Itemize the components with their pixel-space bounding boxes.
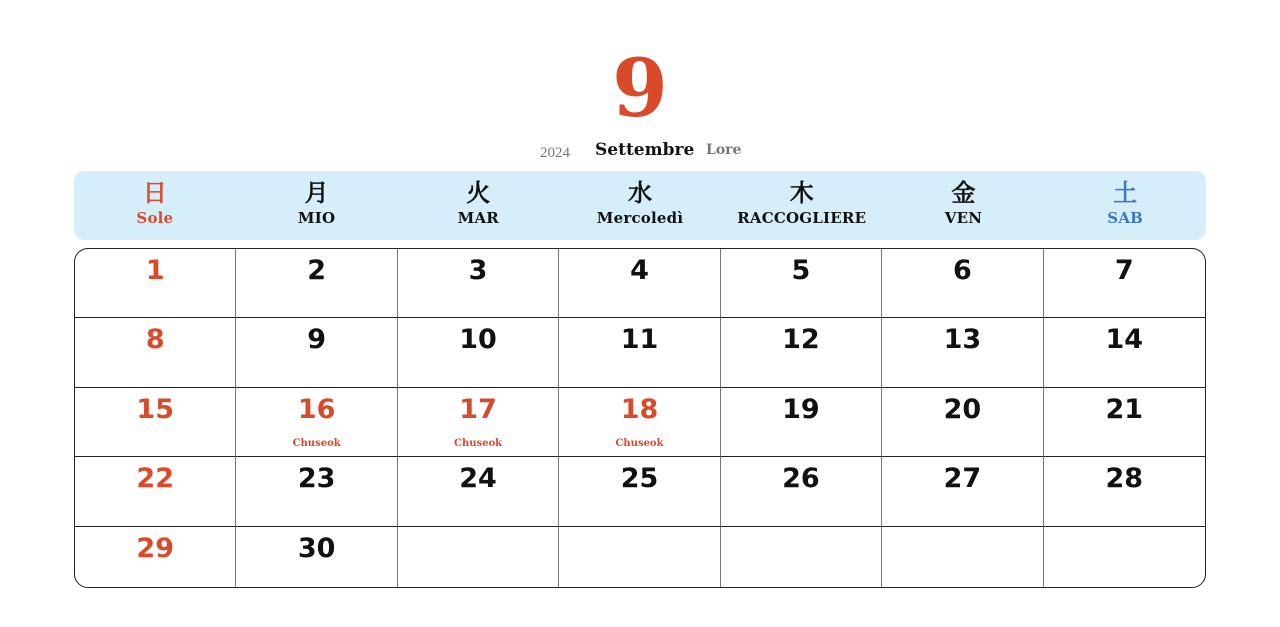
calendar-day-cell xyxy=(398,527,559,587)
calendar-day-cell[interactable] xyxy=(398,388,559,457)
day-number: 17 xyxy=(459,394,497,425)
calendar-day-cell[interactable] xyxy=(721,249,882,318)
weekday-kanji: 日 xyxy=(142,178,167,207)
day-number: 9 xyxy=(307,324,327,355)
month-name: Settembre xyxy=(595,140,695,160)
calendar-day-cell[interactable] xyxy=(1044,388,1205,457)
calendar-day-cell[interactable] xyxy=(721,457,882,527)
day-number: 29 xyxy=(136,533,174,564)
day-number: 8 xyxy=(145,324,165,355)
day-number xyxy=(1044,527,1205,532)
weekday-label: MAR xyxy=(457,209,499,227)
holiday-label: Chuseok xyxy=(292,438,341,449)
weekday-label: VEN xyxy=(944,209,983,227)
calendar-day-cell[interactable] xyxy=(882,249,1043,318)
month-number: 9 xyxy=(612,41,668,135)
calendar-day-cell[interactable] xyxy=(882,318,1043,388)
calendar-day-cell[interactable] xyxy=(882,388,1043,457)
day-number: 7 xyxy=(1114,255,1134,286)
calendar-day-cell[interactable] xyxy=(236,388,397,457)
weekday-label: Mercoledì xyxy=(596,209,684,227)
day-number: 18 xyxy=(620,394,659,425)
calendar-day-cell[interactable] xyxy=(721,318,882,388)
weekday-header-cell xyxy=(236,171,398,240)
holiday-label: Chuseok xyxy=(454,438,503,449)
day-number: 20 xyxy=(943,394,982,425)
day-number: 11 xyxy=(620,324,659,355)
weekday-kanji: 土 xyxy=(1113,178,1138,207)
calendar-day-cell[interactable] xyxy=(75,388,236,457)
calendar-day-cell xyxy=(1044,527,1205,587)
weekday-label: SAB xyxy=(1107,209,1144,227)
day-number: 25 xyxy=(620,463,659,494)
calendar-grid xyxy=(74,248,1206,588)
weekday-label: Sole xyxy=(136,209,174,227)
day-number xyxy=(398,527,558,532)
day-number: 3 xyxy=(468,255,488,286)
weekday-header-cell xyxy=(397,171,559,240)
calendar-day-cell xyxy=(721,527,882,587)
calendar-day-cell[interactable] xyxy=(559,388,720,457)
day-number: 10 xyxy=(459,324,497,355)
day-number: 13 xyxy=(943,324,982,355)
day-number: 4 xyxy=(630,255,649,286)
calendar-day-cell[interactable] xyxy=(236,249,397,318)
weekday-header-cell xyxy=(559,171,721,240)
calendar-day-cell[interactable] xyxy=(882,457,1043,527)
day-number: 15 xyxy=(136,394,174,425)
calendar-day-cell[interactable] xyxy=(1044,318,1205,388)
day-number: 26 xyxy=(782,463,820,494)
day-number: 27 xyxy=(943,463,982,494)
extra-label: Lore xyxy=(706,142,742,158)
day-number xyxy=(559,527,719,532)
weekday-kanji: 月 xyxy=(304,178,329,207)
day-number: 6 xyxy=(952,255,972,286)
calendar-day-cell[interactable] xyxy=(236,527,397,587)
month-subtitle xyxy=(0,138,1280,162)
weekday-kanji: 火 xyxy=(466,178,491,207)
calendar-day-cell[interactable] xyxy=(236,457,397,527)
calendar-day-cell[interactable] xyxy=(398,249,559,318)
calendar-day-cell[interactable] xyxy=(398,318,559,388)
day-number: 1 xyxy=(145,255,165,286)
weekday-kanji: 水 xyxy=(628,178,653,207)
day-number: 19 xyxy=(782,394,820,425)
day-number xyxy=(721,527,881,532)
day-number: 28 xyxy=(1105,463,1144,494)
calendar-day-cell[interactable] xyxy=(559,457,720,527)
weekday-label: MIO xyxy=(297,209,336,227)
weekday-header-cell xyxy=(883,171,1045,240)
weekday-header-cell xyxy=(1044,171,1206,240)
calendar-day-cell[interactable] xyxy=(559,249,720,318)
calendar-day-cell[interactable] xyxy=(1044,457,1205,527)
day-number: 16 xyxy=(297,394,336,425)
day-number: 23 xyxy=(297,463,336,494)
calendar-day-cell[interactable] xyxy=(75,318,236,388)
calendar-day-cell[interactable] xyxy=(236,318,397,388)
calendar-day-cell[interactable] xyxy=(75,457,236,527)
calendar-day-cell xyxy=(559,527,720,587)
day-number: 14 xyxy=(1105,324,1144,355)
day-number: 21 xyxy=(1105,394,1144,425)
calendar-day-cell[interactable] xyxy=(75,527,236,587)
calendar-day-cell[interactable] xyxy=(398,457,559,527)
calendar-day-cell[interactable] xyxy=(1044,249,1205,318)
day-number: 22 xyxy=(136,463,174,494)
day-number: 2 xyxy=(307,255,327,286)
weekday-header-cell xyxy=(74,171,236,240)
weekday-header xyxy=(74,171,1206,240)
weekday-kanji: 木 xyxy=(789,178,814,207)
calendar-day-cell[interactable] xyxy=(721,388,882,457)
day-number: 24 xyxy=(459,463,497,494)
day-number: 30 xyxy=(297,533,336,564)
weekday-header-cell xyxy=(721,171,883,240)
holiday-label: Chuseok xyxy=(615,438,664,449)
weekday-kanji: 金 xyxy=(951,178,976,207)
weekday-label: RACCOGLIERE xyxy=(737,209,867,227)
day-number xyxy=(882,527,1042,532)
calendar-day-cell[interactable] xyxy=(559,318,720,388)
calendar-day-cell[interactable] xyxy=(75,249,236,318)
calendar-day-cell xyxy=(882,527,1043,587)
day-number: 12 xyxy=(782,324,820,355)
day-number: 5 xyxy=(791,255,811,286)
year-label: 2024 xyxy=(540,145,570,161)
